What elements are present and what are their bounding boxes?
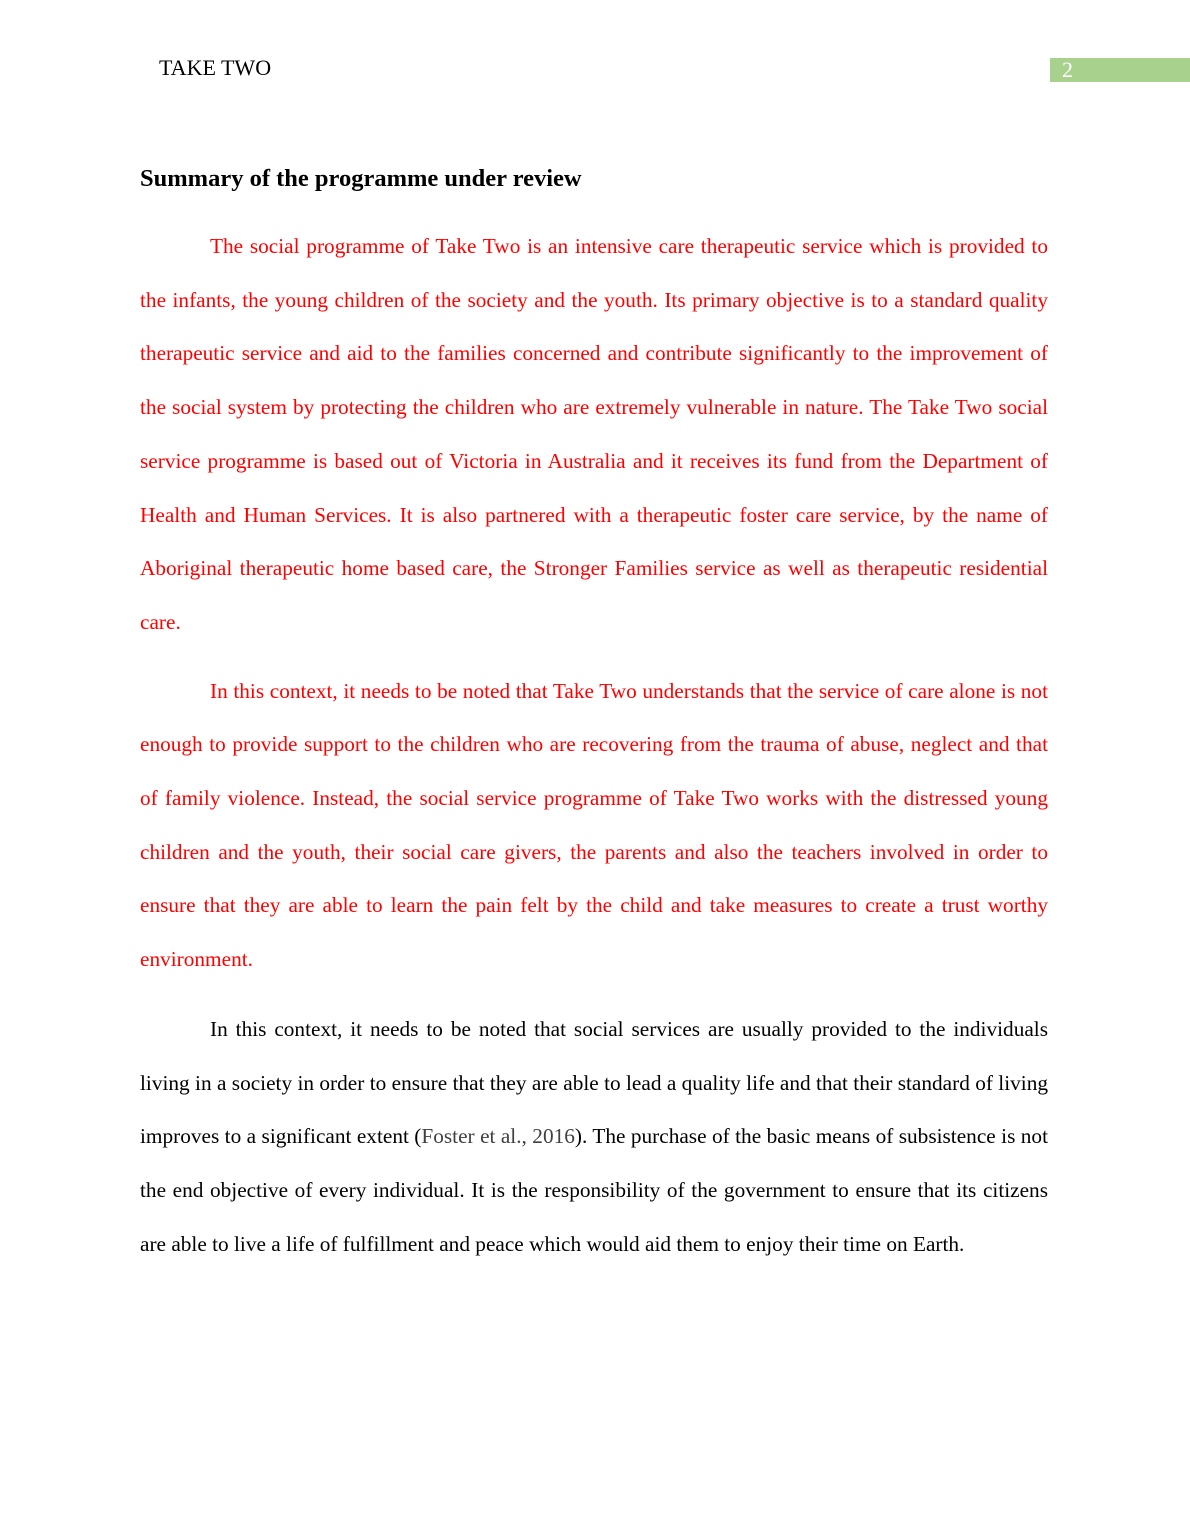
running-head: TAKE TWO bbox=[159, 55, 272, 80]
paragraph-take-two-approach: In this context, it needs to be noted that Take Two understands that the service of care alone is not enough to provide support to the children who are recovering from the trauma of abuse, neglect and that of family violence. Instead, the social service programme of Take Two works with the distressed young children and the youth, their social care givers, the parents and also the teachers involved in order to ensure that they are able to learn the pain felt by the child and take measures to create a trust worthy environment. bbox=[140, 678, 1048, 972]
document-body bbox=[140, 162, 1048, 1271]
page-number: 2 bbox=[1062, 57, 1073, 82]
citation: Foster et al., 2016 bbox=[421, 1124, 575, 1149]
paragraph-text-before-citation: In this context, it needs to be noted that social services are usually provided to the individuals living in a society in order to ensure that they are able to lead a quality life and that their standard of living improves to a significant extent ( bbox=[140, 1016, 1048, 1149]
paragraph-social-services-context bbox=[140, 1003, 1048, 1272]
section-heading: Summary of the programme under review bbox=[140, 165, 582, 192]
paragraph-programme-summary: The social programme of Take Two is an intensive care therapeutic service which is provided to the infants, the young children of the society and the youth. Its primary objective is to a standard quality therapeutic service and aid to the families concerned and contribute significantly to the improvement of the social system by protecting the children who are extremely vulnerable in nature. The Take Two social service programme is based out of Victoria in Australia and it receives its fund from the Department of Health and Human Services. It is also partnered with a therapeutic foster care service, by the name of Aboriginal therapeutic home based care, the Stronger Families service as well as therapeutic residential care. bbox=[140, 234, 1048, 634]
paragraph-text-after-citation: ). The purchase of the basic means of subsistence is not the end objective of every individual. It is the responsibility of the government to ensure that its citizens are able to live a life of fulfillment and peace which would aid them to enjoy their time on Earth. bbox=[140, 1124, 1048, 1256]
page-number-bar bbox=[1050, 58, 1190, 82]
